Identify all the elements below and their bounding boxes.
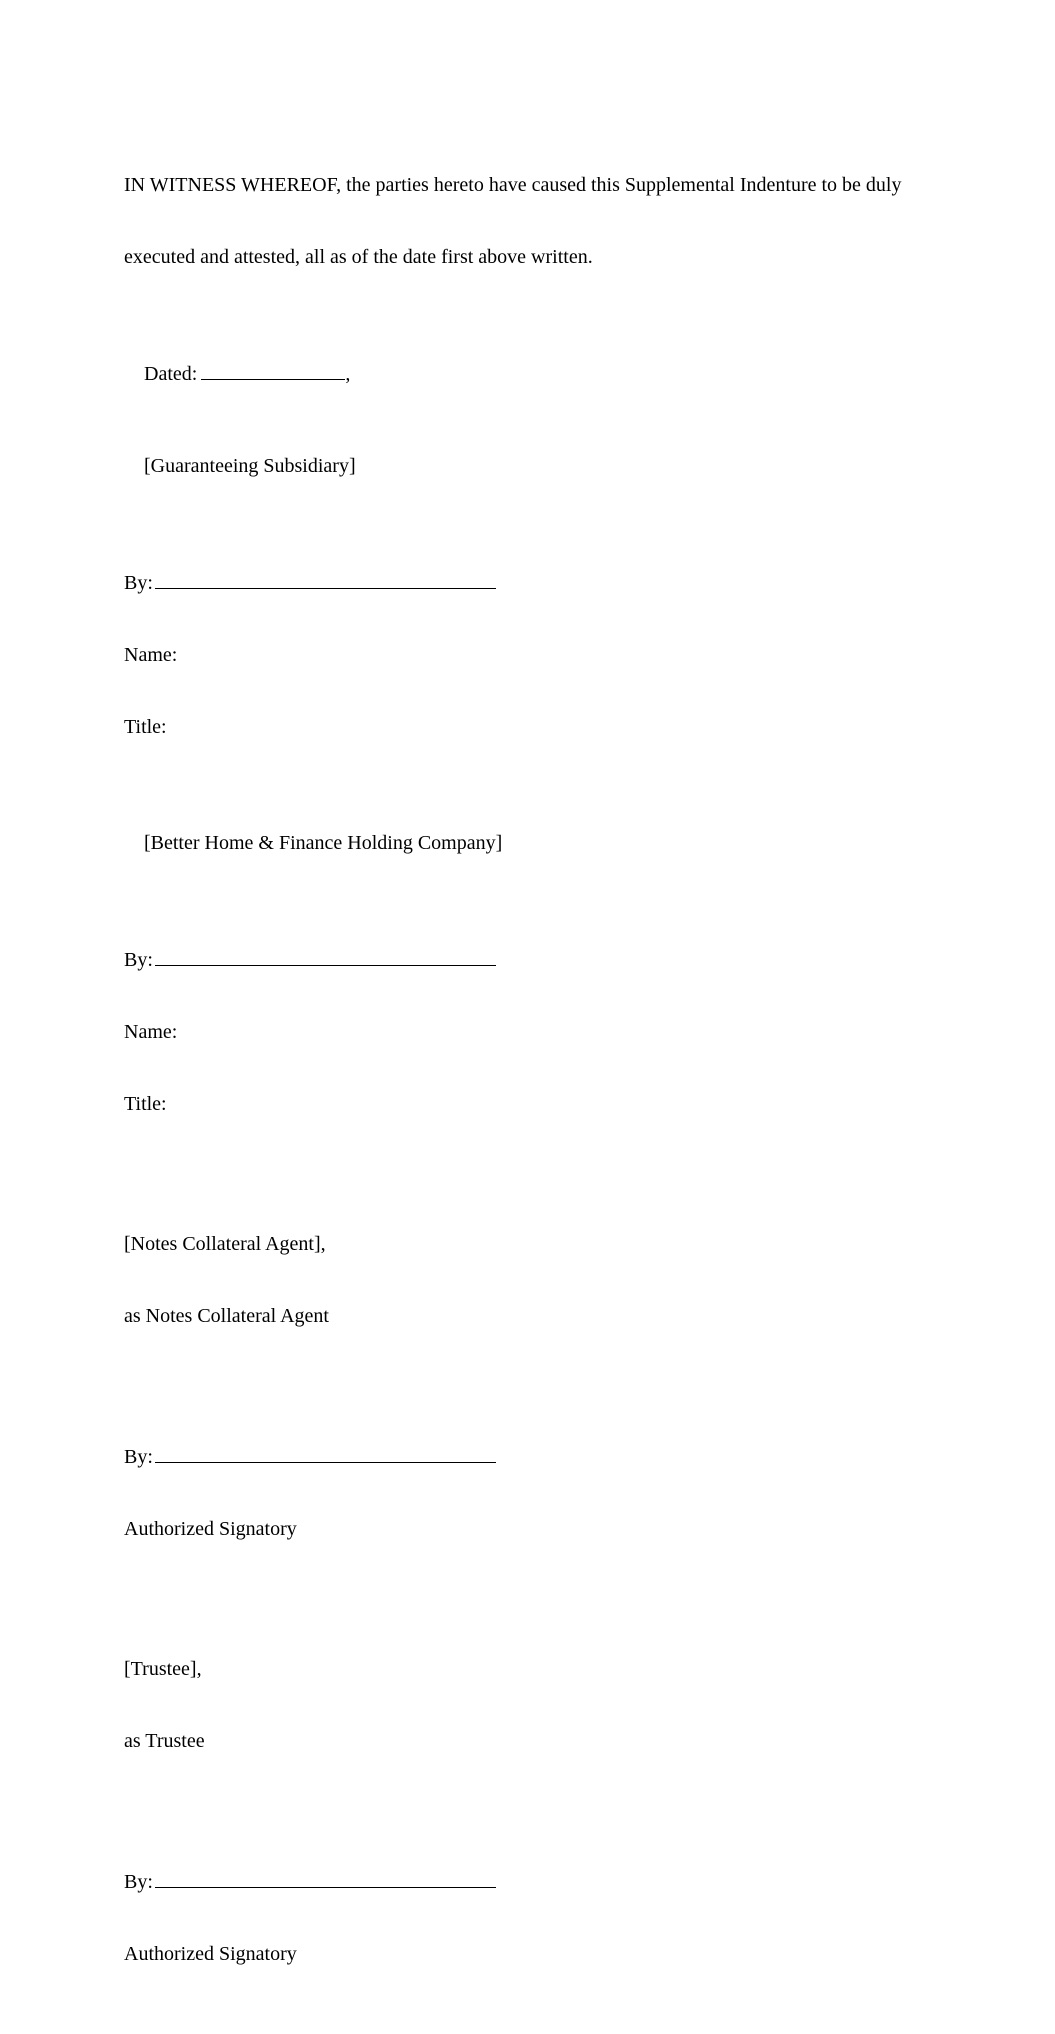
witness-line-2: executed and attested, all as of the date first above written. xyxy=(124,246,593,268)
name-label: Name: xyxy=(124,1021,178,1043)
title-label: Title: xyxy=(124,1093,167,1115)
witness-line-1: IN WITNESS WHEREOF, the parties hereto have caused this Supplemental Indenture to be duly xyxy=(124,174,902,196)
guaranteeing-subsidiary-signature-block xyxy=(124,522,944,787)
by-label: By: xyxy=(124,1871,153,1893)
witness-paragraph xyxy=(124,125,944,317)
document-page xyxy=(124,125,944,2034)
dated-label: Dated: xyxy=(144,363,198,385)
signature-blank-line xyxy=(155,1869,496,1888)
dated-block xyxy=(124,337,944,410)
dated-suffix: , xyxy=(345,363,351,385)
authorized-signatory-label: Authorized Signatory xyxy=(124,1518,297,1540)
company-heading xyxy=(124,807,944,879)
trustee-heading xyxy=(124,1609,944,1801)
guaranteeing-subsidiary-name: [Guaranteeing Subsidiary] xyxy=(144,455,356,477)
trustee-role: as Trustee xyxy=(124,1730,205,1752)
signature-blank-line xyxy=(155,1444,496,1463)
signature-blank-line xyxy=(155,947,496,966)
collateral-agent-signature-block xyxy=(124,1396,944,1589)
authorized-signatory-label: Authorized Signatory xyxy=(124,1943,297,1965)
by-label: By: xyxy=(124,1446,153,1468)
company-signature-block xyxy=(124,899,944,1164)
company-name: [Better Home & Finance Holding Company] xyxy=(144,832,503,854)
signature-row xyxy=(124,1869,944,1894)
signature-row xyxy=(124,947,944,972)
guaranteeing-subsidiary-heading xyxy=(124,430,944,502)
title-label: Title: xyxy=(124,716,167,738)
collateral-agent-heading xyxy=(124,1184,944,1376)
by-label: By: xyxy=(124,949,153,971)
signature-blank-line xyxy=(155,570,496,589)
by-label: By: xyxy=(124,572,153,594)
name-label: Name: xyxy=(124,644,178,666)
trustee-signature-block xyxy=(124,1821,944,2014)
signature-row xyxy=(124,1444,944,1469)
collateral-agent-role: as Notes Collateral Agent xyxy=(124,1305,329,1327)
collateral-agent-name: [Notes Collateral Agent], xyxy=(124,1233,326,1255)
signature-row xyxy=(124,570,944,595)
trustee-name: [Trustee], xyxy=(124,1658,202,1680)
date-blank-line xyxy=(201,361,345,380)
